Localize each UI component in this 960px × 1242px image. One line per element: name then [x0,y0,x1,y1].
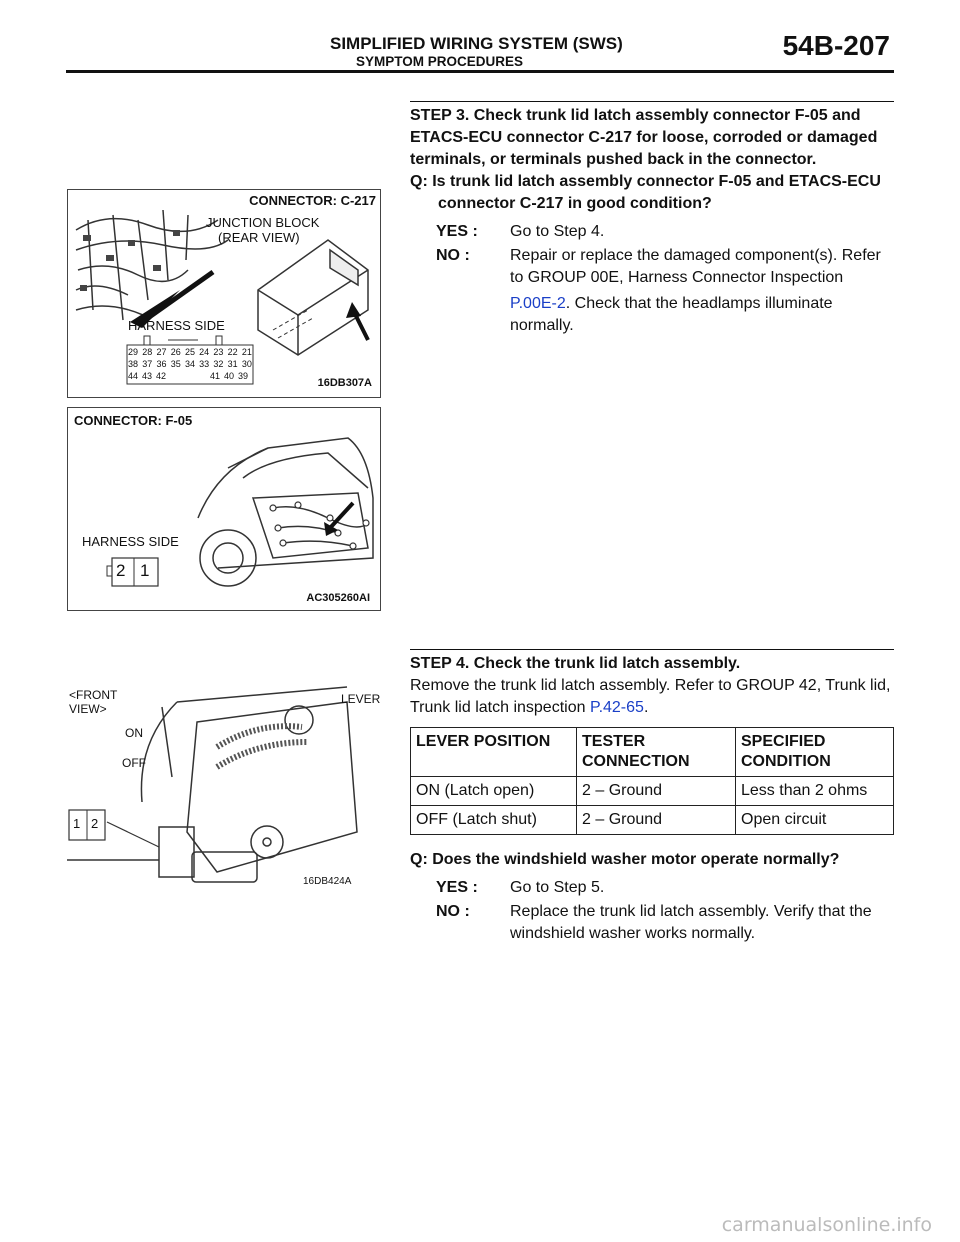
f05-pin: 1 [140,561,150,580]
c217-pin: 22 [227,347,238,357]
junction-block-label: JUNCTION BLOCK [206,215,320,230]
figure-code-c217: 16DB307A [317,377,372,389]
off-label: OFF [122,756,146,770]
c217-pin: 21 [241,347,252,357]
c217-pin: 29 [128,347,139,357]
harness-side-label: HARNESS SIDE [128,318,225,333]
table-cell: Open circuit [736,806,894,835]
no-text-part-2: . Check that the headlamps illuminate normally. [510,295,833,334]
figure-code-f05: AC305260AI [306,592,370,604]
step-4-no [410,901,894,945]
c217-pin-row-2 [128,358,252,370]
table-header-row [411,728,894,777]
table-cell: 2 – Ground [577,777,736,806]
c217-pin: 40 [224,371,235,381]
c217-pin: 36 [156,359,167,369]
step-3-no [410,245,894,337]
link-p42-65[interactable]: P.42-65 [589,699,644,716]
table-cell: ON (Latch open) [411,777,577,806]
table-header: LEVER POSITION [411,728,577,777]
yes-label: YES : [436,223,478,240]
c217-pin: 24 [199,347,210,357]
c217-pin: 42 [156,371,167,381]
c217-pin: 31 [227,359,238,369]
yes-label: YES : [436,879,478,896]
latch-illustration [67,682,381,888]
step-4 [410,649,894,945]
no-text-part-1: Repair or replace the damaged component(s). Refer to GROUP 00E, Harness Connector Inspection [510,247,881,286]
on-label: ON [125,726,143,740]
step-4-body-text: Remove the trunk lid latch assembly. Refer to GROUP 42, Trunk lid, Trunk lid latch inspection [410,677,891,716]
harness-side-label: HARNESS SIDE [82,534,179,549]
watermark: carmanualsonline.info [721,1214,932,1236]
c217-pin: 41 [210,371,221,381]
lever-test-table [410,727,894,835]
table-cell: Less than 2 ohms [736,777,894,806]
figure-connector-c217 [67,189,381,398]
c217-pin: 32 [213,359,224,369]
step-3-yes [410,221,894,243]
step-4-body [410,675,894,719]
yes-text: Go to Step 4. [510,223,605,240]
step-3-heading: STEP 3. Check trunk lid latch assembly connector F-05 and ETACS-ECU connector C-217 for loose, corroded or damaged terminals, or terminals pushed back in the connector. [410,107,878,168]
front-view-label: <FRONT [69,688,118,702]
spacer [510,289,894,293]
section-title: SIMPLIFIED WIRING SYSTEM (SWS) [330,34,623,53]
lever-label: LEVER [341,692,381,706]
no-label: NO : [436,903,470,920]
connector-c217-label: CONNECTOR: C-217 [249,193,376,208]
c217-pin: 25 [184,347,195,357]
section-subtitle: SYMPTOM PROCEDURES [356,54,524,69]
step-4-question: Q: Does the windshield washer motor operate normally? [410,851,840,868]
c217-pin-grid [128,346,252,382]
c217-pin: 34 [184,359,195,369]
c217-pin: 23 [213,347,224,357]
table-row [411,806,894,835]
c217-pin: 33 [199,359,210,369]
table-cell: 2 – Ground [577,806,736,835]
step-4-heading: STEP 4. Check the trunk lid latch assembly. [410,655,741,672]
c217-pin: 39 [238,371,249,381]
latch-pin: 1 [73,816,81,831]
c217-pin-row-1 [128,346,252,358]
header-rule [66,70,894,73]
c217-pin: 30 [241,359,252,369]
table-row [411,777,894,806]
c217-pin: 35 [170,359,181,369]
c217-pin: 28 [142,347,153,357]
step-3-question: Q: Is trunk lid latch assembly connector F-05 and ETACS-ECU connector C-217 in good condition? [410,173,881,212]
figure-latch [67,682,381,888]
latch-pin: 2 [91,816,99,831]
link-p00e-2[interactable]: P.00E-2 [510,295,566,312]
c217-pin: 27 [156,347,167,357]
connector-f05-label: CONNECTOR: F-05 [74,413,193,428]
c217-pin: 44 [128,371,139,381]
table-cell: OFF (Latch shut) [411,806,577,835]
table-header: TESTER CONNECTION [577,728,736,777]
f05-pin: 2 [116,561,126,580]
no-text [510,245,894,337]
figure-connector-f05 [67,407,381,611]
c217-pin: 37 [142,359,153,369]
c217-pin: 38 [128,359,139,369]
step-3 [410,101,894,337]
no-text: Replace the trunk lid latch assembly. Verify that the windshield washer works normally. [510,903,872,942]
step-4-yes [410,877,894,899]
page-number: 54B-207 [782,30,890,61]
c217-pin: 26 [170,347,181,357]
figure-code-latch: 16DB424A [303,876,352,887]
table-header: SPECIFIED CONDITION [736,728,894,777]
c217-pin-row-3 [128,370,252,382]
c217-pin-gap [170,370,210,382]
c217-pin: 43 [142,371,153,381]
rear-view-label: (REAR VIEW) [218,230,300,245]
no-label: NO : [436,247,470,264]
yes-text: Go to Step 5. [510,879,605,896]
front-view-label: VIEW> [69,702,107,716]
f05-car-illustration [68,408,380,610]
step-4-body-end: . [643,699,649,716]
